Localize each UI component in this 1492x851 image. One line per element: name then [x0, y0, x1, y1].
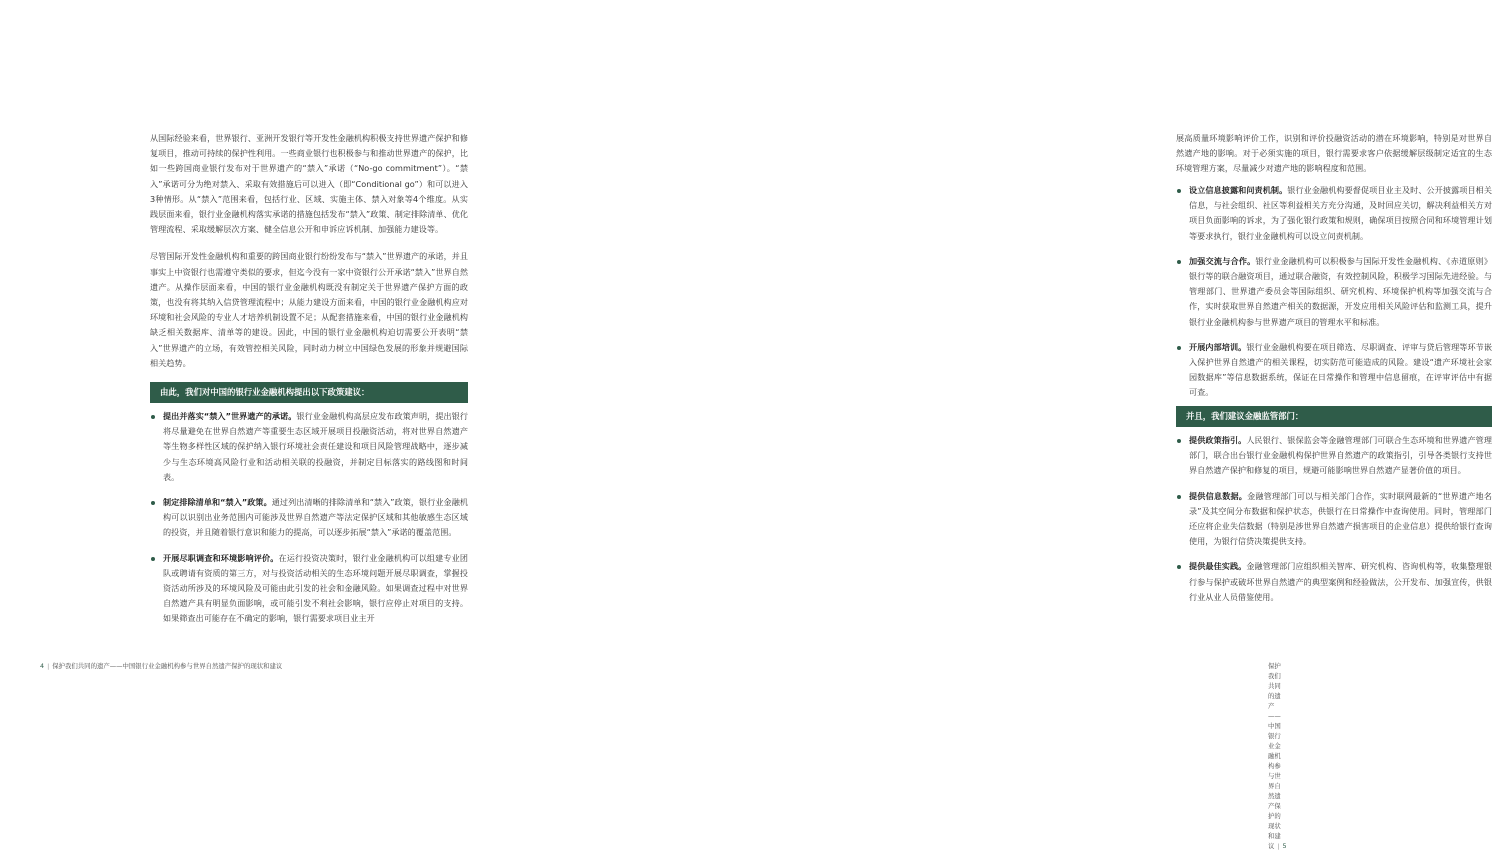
left-policy-banner: 由此，我们对中国的银行业金融机构提出以下政策建议：: [150, 382, 468, 403]
bullet-dot-icon: [151, 415, 155, 419]
page-number: 5: [1282, 842, 1287, 850]
bullet-dot-icon: [151, 501, 155, 505]
bullet-dot-icon: [1177, 495, 1181, 499]
list-item: [1176, 183, 1492, 244]
list-item: [1176, 254, 1492, 330]
bullet-dot-icon: [1177, 346, 1181, 350]
bullet-title: 提供信息数据。: [1189, 490, 1248, 501]
bullet-text: 金融管理部门可以与相关部门合作，实时联网最新的“世界遗产地名录”及其空间分布数据和保护状态，供银行在日常操作中查询使用。同时，管理部门还应将企业失信数据（特别是涉世界自然遗产损害项目的企业信息）提供给银行查询使用，为银行信贷决策提供支持。: [1189, 490, 1492, 547]
footer-separator: |: [47, 662, 50, 670]
bullet-dot-icon: [1177, 189, 1181, 193]
bullet-text: 银行业金融机构可以积极参与国际开发性金融机构、《赤道原则》银行等的联合融资项目，通过联合融资，有效控制风险，积极学习国际先进经验。与管理部门、世界遗产委员会等国际组织、研究机构、环境保护机构等加强交流与合作，实时获取世界自然遗产相关的数据源，开发应用相关风险评估和监测工具，提升银行业金融机构参与世界遗产项目的管理水平和标准。: [1189, 255, 1492, 327]
bullet-text: 银行业金融机构要督促项目业主及时、公开披露项目相关信息，与社会组织、社区等利益相关方充分沟通，及时回应关切，解决利益相关方对项目负面影响的诉求，为了强化银行政策和规则，确保项目按照合同和环境管理计划等要求执行，银行业金融机构可以设立问责机制。: [1189, 185, 1492, 241]
right-footer: [1268, 661, 1287, 851]
bullet-text: 人民银行、银保监会等金融管理部门可联合生态环境和世界遗产管理部门，联合出台银行业金融机构保护世界自然遗产的政策指引，引导各类银行支持世界自然遗产保护和修复的项目，规避可能影响世界自然遗产显著价值的项目。: [1189, 435, 1492, 476]
bullet-text: 通过列出清晰的排除清单和“禁入”政策，银行业金融机构可以识别出业务范围内可能涉及世界自然遗产等法定保护区域和其他敏感生态区域的投资，并且随着银行意识和能力的提高，可以逐步拓展“禁入”承诺的覆盖范围。: [163, 497, 469, 538]
list-item: [1176, 489, 1492, 550]
bullet-dot-icon: [1177, 565, 1181, 569]
right-measures-list: [1176, 183, 1492, 401]
left-paragraph-1: 从国际经验来看，世界银行、亚洲开发银行等开发性金融机构积极支持世界遗产保护和修复项目，推动可持续的保护性利用。一些商业银行也积极参与和推动世界遗产的保护，比如一些跨国商业银行发布对于世界遗产的“禁入”承诺（“No-go commitment”）。“禁入”承诺可分为绝对禁入、采取有效措施后可以进入（即“Conditional go”）和可以进入3种情形。从“禁入”范围来看，包括行业、区域、实施主体、禁入对象等4个维度。从实践层面来看，银行业金融机构落实承诺的措施包括发布“禁入”政策、制定排除清单、优化管理流程、采取缓解层次方案、健全信息公开和申诉应诉机制、加强能力建设等。: [150, 133, 468, 235]
footer-title: 保护我们共同的遗产——中国银行业金融机构参与世界自然遗产保护的现状和建议: [1268, 662, 1281, 850]
footer-separator: |: [1277, 842, 1280, 850]
left-recommendation-list: [150, 409, 468, 627]
list-item: [1176, 559, 1492, 605]
left-paragraph-2: 尽管国际开发性金融机构和重要的跨国商业银行纷纷发布与“禁入”世界遗产的承诺，并且事实上中资银行也需遵守类似的要求，但迄今没有一家中资银行公开承诺“禁入”世界自然遗产。从操作层面来看，中国的银行业金融机构既没有制定关于世界遗产保护方面的政策，也没有将其纳入信贷管理流程中；从能力建设方面来看，中国的银行业金融机构应对环境和社会风险的专业人才培养机制设置不足；从配套措施来看，中国的银行业金融机构缺乏相关数据库、清单等的建设。因此，中国的银行业金融机构迫切需要公开表明“禁入”世界遗产的立场，有效管控相关风险，同时动力树立中国绿色发展的形象并规避国际相关趋势。: [150, 251, 468, 368]
bullet-title: 开展尽职调查和环境影响评价。: [163, 552, 279, 563]
page-number: 4: [40, 662, 45, 670]
bullet-title: 加强交流与合作。: [1189, 255, 1256, 266]
list-item: [150, 409, 468, 485]
bullet-text: 银行业金融机构高层应发布政策声明，提出银行将尽量避免在世界自然遗产等重要生态区域开展项目投融资活动，将对世界自然遗产等生物多样性区域的保护纳入银行环境社会责任建设和项目风险管理战略中，逐步减少与生态环境高风险行业和活动相关联的投融资，并制定目标落实的路线图和时间表。: [163, 411, 468, 482]
right-regulator-banner: 并且，我们建议金融监管部门：: [1176, 406, 1492, 427]
bullet-title: 提出并落实“禁入”世界遗产的承诺。: [163, 411, 297, 421]
footer-title: 保护我们共同的遗产——中国银行业金融机构参与世界自然遗产保护的现状和建议: [52, 662, 283, 670]
left-footer: [40, 661, 282, 671]
bullet-text: 金融管理部门应组织相关智库、研究机构、咨询机构等，收集整理银行参与保护或破坏世界自然遗产的典型案例和经验做法，公开发布、加强宣传，供银行业从业人员借鉴使用。: [1189, 561, 1492, 602]
right-regulator-list: [1176, 433, 1492, 605]
right-intro-paragraph: 展高质量环境影响评价工作，识别和评价投融资活动的潜在环境影响，特别是对世界自然遗产地的影响。对于必须实施的项目，银行需要求客户依据缓解层级制定适宜的生态环境管理方案，尽量减少对遗产地的影响程度和范围。: [1176, 133, 1492, 174]
left-page: [0, 0, 512, 699]
bullet-dot-icon: [151, 557, 155, 561]
list-item: [150, 551, 468, 627]
bullet-text: 银行业金融机构要在项目筛选、尽职调查、评审与贷后管理等环节嵌入保护世界自然遗产的相关课程，切实防范可能造成的风险。建设“遗产环境社会家园数据库”等信息数据系统，保证在日常操作和管理中信息留痕，在评审评估中有据可查。: [1189, 341, 1492, 398]
right-page: [512, 0, 1492, 850]
bullet-title: 提供政策指引。: [1189, 435, 1247, 445]
bullet-dot-icon: [1177, 260, 1181, 264]
list-item: [150, 495, 468, 541]
list-item: [1176, 433, 1492, 479]
bullet-text: 在运行投资决策时，银行业金融机构可以组建专业团队或聘请有资质的第三方，对与投资活动相关的生态环境问题开展尽职调查，掌握投资活动所涉及的环境风险及可能由此引发的社会和金融风险。如果调查过程中对世界自然遗产具有明显负面影响，或可能引发不利社会影响，银行应停止对项目的支持。如果筛查出可能存在不确定的影响，银行需要求项目业主开: [163, 552, 469, 624]
bullet-title: 提供最佳实践。: [1189, 561, 1247, 572]
bullet-title: 制定排除清单和“禁入”政策。: [163, 497, 272, 508]
bullet-title: 设立信息披露和问责机制。: [1189, 185, 1288, 195]
right-intro-column: [1176, 131, 1492, 177]
list-item: [1176, 340, 1492, 401]
bullet-dot-icon: [1177, 439, 1181, 443]
bullet-title: 开展内部培训。: [1189, 341, 1247, 352]
left-intro-column: [150, 131, 468, 371]
